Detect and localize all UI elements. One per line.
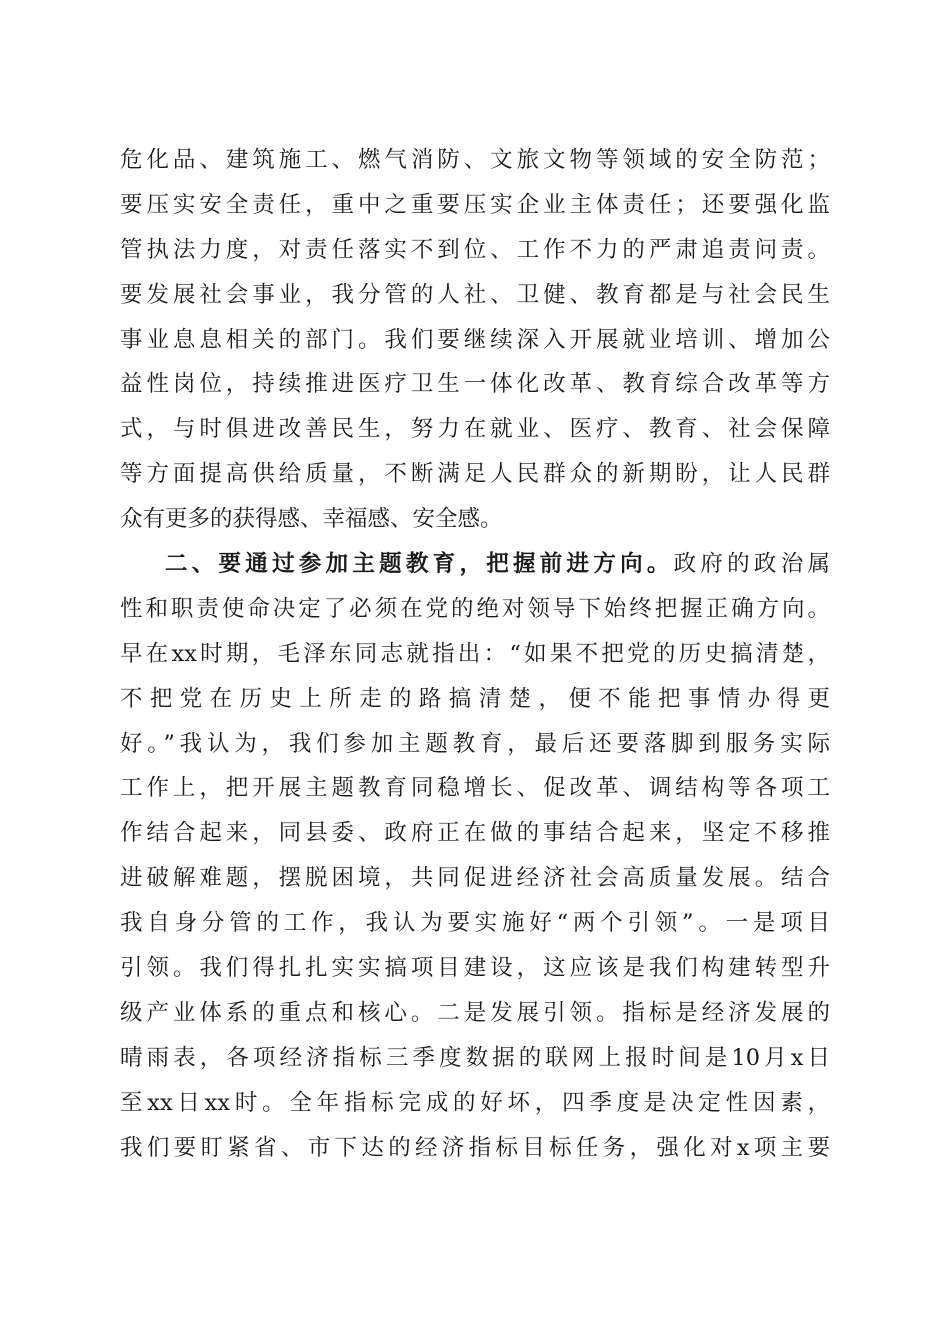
text-line: 等方面提高供给质量，不断满足人民群众的新期盼，让人民群 bbox=[120, 461, 830, 488]
text-line: 至xx日xx时。全年指标完成的好坏，四季度是决定性因素， bbox=[120, 1089, 830, 1116]
text-line: 我自身分管的工作，我认为要实施好“两个引领”。一是项目 bbox=[120, 910, 830, 937]
text-line: 引领。我们得扎扎实实搞项目建设，这应该是我们构建转型升 bbox=[120, 955, 830, 982]
body-text bbox=[120, 138, 830, 1170]
text-line: 管执法力度，对责任落实不到位、工作不力的严肃追责问责。 bbox=[120, 236, 830, 263]
text-line: 进破解难题，摆脱困境，共同促进经济社会高质量发展。结合 bbox=[120, 865, 830, 892]
text-line: 作结合起来，同县委、政府正在做的事结合起来，坚定不移推 bbox=[120, 820, 830, 847]
section-2-first-line bbox=[120, 542, 830, 587]
text-line: 早在xx时期，毛泽东同志就指出：“如果不把党的历史搞清楚， bbox=[120, 640, 830, 667]
text-line: 级产业体系的重点和核心。二是发展引领。指标是经济发展的 bbox=[120, 999, 830, 1026]
text-line: 事业息息相关的部门。我们要继续深入开展就业培训、增加公 bbox=[120, 326, 830, 353]
text-line: 性和职责使命决定了必须在党的绝对领导下始终把握正确方向。 bbox=[120, 595, 830, 622]
section-heading: 二、要通过参加主题教育，把握前进方向。 bbox=[165, 551, 674, 578]
text-line: 晴雨表，各项经济指标三季度数据的联网上报时间是10月x日 bbox=[120, 1044, 830, 1071]
text-line: 不把党在历史上所走的路搞清楚，便不能把事情办得更 bbox=[120, 685, 830, 712]
text-line: 工作上，把开展主题教育同稳增长、促改革、调结构等各项工 bbox=[120, 775, 830, 802]
text-line: 要压实安全责任，重中之重要压实企业主体责任；还要强化监 bbox=[120, 191, 830, 218]
text-line: 式，与时俱进改善民生，努力在就业、医疗、教育、社会保障 bbox=[120, 416, 830, 443]
text-line: 好。”我认为，我们参加主题教育，最后还要落脚到服务实际 bbox=[120, 730, 830, 757]
text-line: 众有更多的获得感、幸福感、安全感。 bbox=[120, 506, 503, 533]
section-lead-text: 政府的政治属 bbox=[673, 551, 830, 578]
text-line: 益性岗位，持续推进医疗卫生一体化改革、教育综合改革等方 bbox=[120, 371, 830, 398]
text-line: 我们要盯紧省、市下达的经济指标目标任务，强化对x项主要 bbox=[120, 1134, 830, 1161]
text-line: 危化品、建筑施工、燃气消防、文旅文物等领域的安全防范； bbox=[120, 147, 830, 173]
text-line: 要发展社会事业，我分管的人社、卫健、教育都是与社会民生 bbox=[120, 281, 830, 308]
